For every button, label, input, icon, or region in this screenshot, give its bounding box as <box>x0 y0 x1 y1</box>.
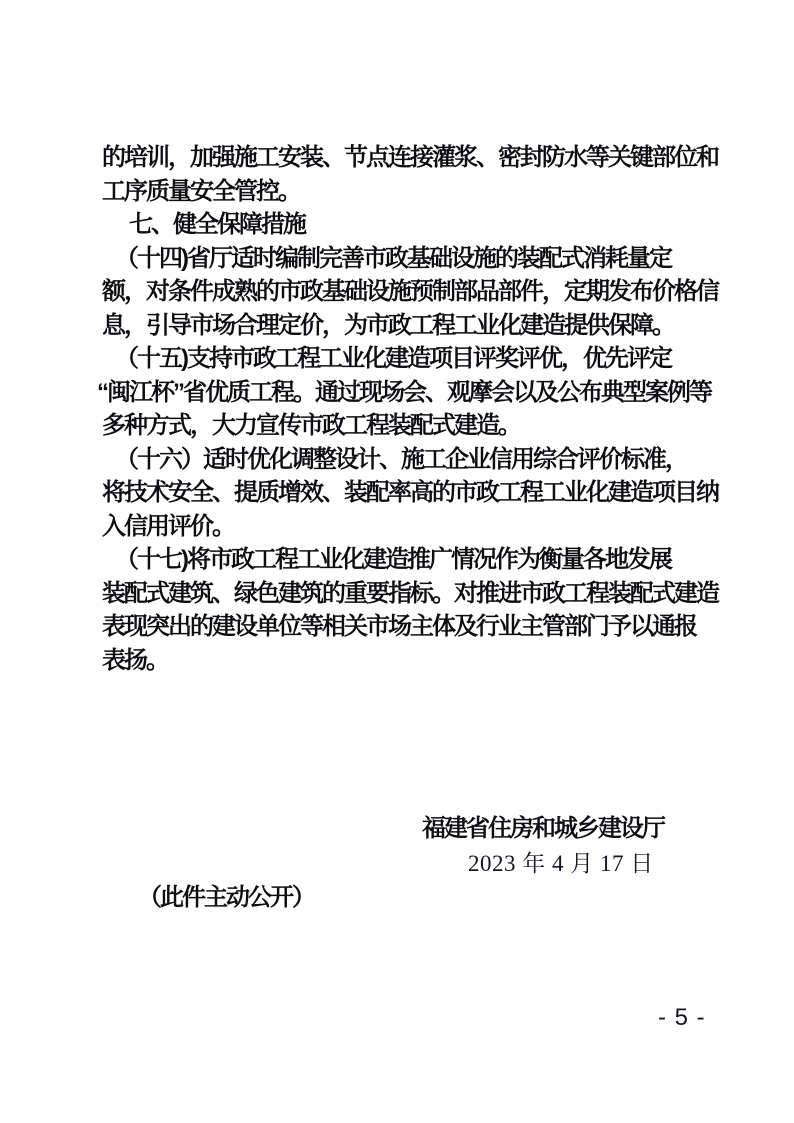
document-body <box>97 141 718 677</box>
body-line: 息，引导市场合理定价，为市政工程工业化建造提供保障。 <box>102 311 674 339</box>
signature-date: 2023 年 4 月 17 日 <box>468 851 654 876</box>
section-heading: 七、健全保障措施 <box>129 211 305 238</box>
body-line-paragraph-start: （十六）适时优化调整设计、施工企业信用综合评价标准， <box>115 445 687 473</box>
body-line: “闽江杯”省优质工程。通过现场会、观摩会以及公布典型案例等 <box>97 378 711 406</box>
body-line: 装配式建筑、绿色建筑的重要指标。对推进市政工程装配式建造 <box>102 579 718 607</box>
body-line: 表现突出的建设单位等相关市场主体及行业主管部门予以通报 <box>102 613 696 640</box>
publicity-note: （此件主动公开） <box>138 884 314 911</box>
body-line: 工序质量安全管控。 <box>102 177 300 205</box>
page-number: - 5 - <box>658 1004 706 1031</box>
body-line-paragraph-start: （十四)省厅适时编制完善市政基础设施的装配式消耗量定 <box>115 244 671 272</box>
body-line-paragraph-start: （十七)将市政工程工业化建造推广情况作为衡量各地发展 <box>115 546 671 573</box>
body-line: 多种方式，大力宣传市政工程装配式建造。 <box>102 412 520 439</box>
signature-organization: 福建省住房和城乡建设厅 <box>422 815 664 842</box>
body-line: 入信用评价。 <box>102 512 234 540</box>
body-line: 表扬。 <box>102 646 168 674</box>
body-line: 额，对条件成熟的市政基础设施预制部品部件，定期发布价格信 <box>102 278 718 305</box>
body-line: 的培训，加强施工安装、节点连接灌浆、密封防水等关键部位和 <box>102 144 718 171</box>
body-line: 将技术安全、提质增效、装配率高的市政工程工业化建造项目纳 <box>102 479 718 506</box>
body-line-paragraph-start: （十五)支持市政工程工业化建造项目评奖评优，优先评定 <box>115 345 671 372</box>
